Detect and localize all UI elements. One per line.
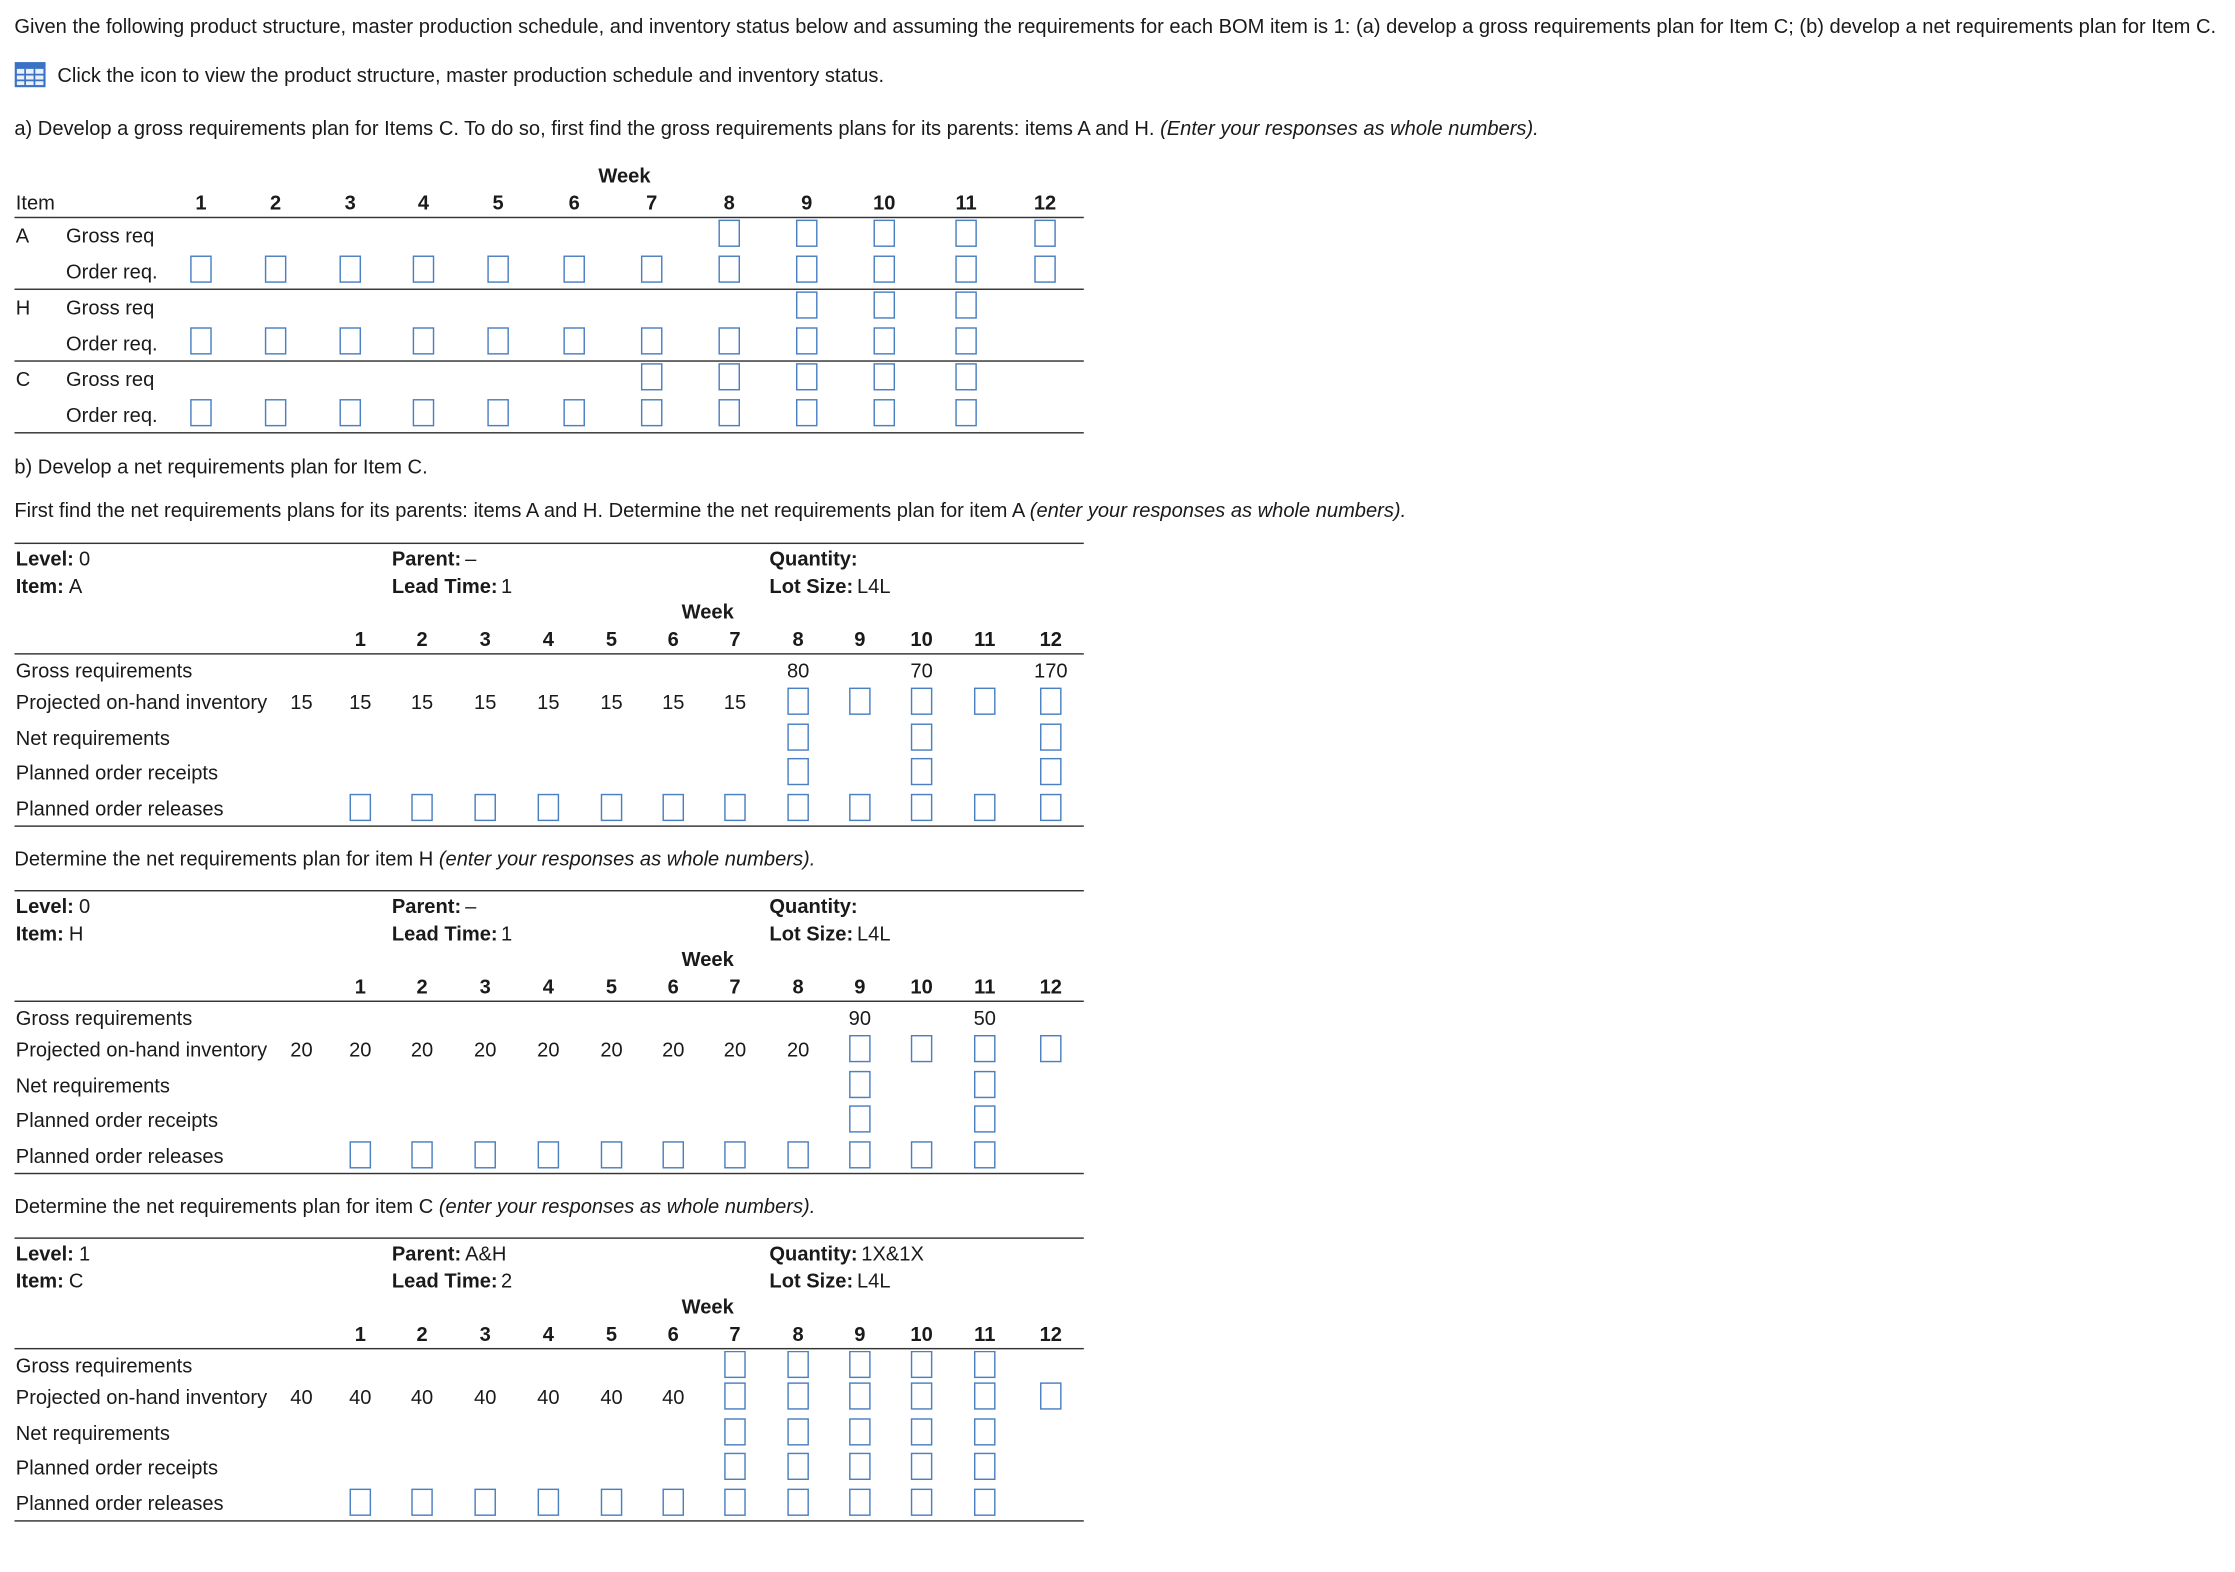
item-code: H xyxy=(15,295,31,319)
releases-box[interactable] xyxy=(538,1489,560,1516)
week-header: 1 xyxy=(354,627,366,651)
lot-size-value: L4L xyxy=(856,1268,891,1292)
answer-box[interactable] xyxy=(265,256,287,283)
onhand-value: 20 xyxy=(349,1037,372,1061)
week-header: 11 xyxy=(955,190,977,214)
answer-box[interactable] xyxy=(796,220,818,247)
parent-value: A&H xyxy=(465,1241,507,1265)
row-label: Planned order receipts xyxy=(15,1455,219,1479)
table-top-rule xyxy=(14,543,1083,544)
onhand-box[interactable] xyxy=(724,1382,746,1409)
item-label: Item: xyxy=(15,921,64,945)
answer-box[interactable] xyxy=(718,399,740,426)
onhand-value: 15 xyxy=(723,690,747,714)
week-header: 1 xyxy=(195,190,207,214)
gross-value: 170 xyxy=(1034,658,1068,682)
answer-box[interactable] xyxy=(563,399,585,426)
week-header: 3 xyxy=(479,974,491,998)
row-label: Projected on-hand inventory xyxy=(15,1037,268,1061)
onhand-value: 20 xyxy=(474,1037,497,1061)
answer-box[interactable] xyxy=(874,327,896,354)
week-header: 3 xyxy=(479,1322,491,1346)
level-value: 1 xyxy=(78,1241,91,1265)
receipts-box[interactable] xyxy=(1040,758,1062,785)
quantity-value: 1X&1X xyxy=(861,1241,924,1265)
answer-box[interactable] xyxy=(874,256,896,283)
week-header: 2 xyxy=(416,627,428,651)
net-box[interactable] xyxy=(1040,723,1062,750)
answer-box[interactable] xyxy=(874,363,896,390)
releases-box[interactable] xyxy=(911,1489,933,1516)
answer-box[interactable] xyxy=(190,256,212,283)
onhand-box[interactable] xyxy=(911,688,933,715)
onhand-box[interactable] xyxy=(974,1035,996,1062)
receipts-box[interactable] xyxy=(911,1453,933,1480)
week-header: 6 xyxy=(667,1322,679,1346)
receipts-box[interactable] xyxy=(974,1105,996,1132)
group-rule xyxy=(14,360,1083,361)
releases-box[interactable] xyxy=(538,1141,560,1168)
releases-box[interactable] xyxy=(787,1489,809,1516)
receipts-box[interactable] xyxy=(724,1453,746,1480)
item-code: A xyxy=(15,223,30,247)
week-header: 2 xyxy=(416,974,428,998)
net-box[interactable] xyxy=(849,1418,871,1445)
item-value: C xyxy=(68,1268,84,1292)
receipts-box[interactable] xyxy=(911,758,933,785)
answer-box[interactable] xyxy=(487,256,509,283)
prompt-a-text: First find the net requirements plans for its parents: items A and H. Determine the net requirements plan for item A xyxy=(14,498,1025,522)
week-header: 5 xyxy=(605,1322,618,1346)
lead-time-label: Lead Time: xyxy=(391,574,498,598)
answer-box[interactable] xyxy=(265,399,287,426)
net-box[interactable] xyxy=(974,1071,996,1098)
item-label: Item: xyxy=(15,574,64,598)
releases-box[interactable] xyxy=(724,1489,746,1516)
row-label: Net requirements xyxy=(15,1073,170,1097)
onhand-box[interactable] xyxy=(849,1382,871,1409)
answer-box[interactable] xyxy=(874,399,896,426)
week-header: 7 xyxy=(729,627,741,651)
table-grid-icon[interactable] xyxy=(14,62,46,88)
prompt-a-note: (enter your responses as whole numbers). xyxy=(1029,498,1407,522)
answer-box[interactable] xyxy=(718,327,740,354)
prompt-c-note: (enter your responses as whole numbers). xyxy=(438,1194,816,1218)
releases-box[interactable] xyxy=(474,1489,496,1516)
item-label: Item: xyxy=(15,1268,64,1292)
week-header: 8 xyxy=(792,1322,804,1346)
part-a-prompt-text: a) Develop a gross requirements plan for Items C. To do so, first find the gross requirements plans for its parents: items A and H. xyxy=(14,116,1155,140)
level-value: 0 xyxy=(78,546,91,570)
answer-box[interactable] xyxy=(641,399,663,426)
part-a-prompt xyxy=(14,116,1538,139)
onhand-initial: 20 xyxy=(290,1037,313,1061)
prompt-h-text: Determine the net requirements plan for item H xyxy=(14,846,434,870)
net-box[interactable] xyxy=(974,1418,996,1445)
week-header: 4 xyxy=(417,190,430,214)
releases-box[interactable] xyxy=(1040,794,1062,821)
onhand-value: 15 xyxy=(410,690,434,714)
answer-box[interactable] xyxy=(796,256,818,283)
onhand-value: 40 xyxy=(537,1385,560,1409)
onhand-value: 40 xyxy=(410,1385,434,1409)
answer-box[interactable] xyxy=(1034,256,1056,283)
row-label: Gross req xyxy=(66,223,155,247)
answer-box[interactable] xyxy=(641,363,663,390)
answer-box[interactable] xyxy=(796,327,818,354)
week-header: 7 xyxy=(729,1322,741,1346)
onhand-value: 15 xyxy=(474,690,497,714)
releases-box[interactable] xyxy=(849,1141,871,1168)
net-box[interactable] xyxy=(787,1418,809,1445)
week-header: 10 xyxy=(910,627,933,651)
week-header: 10 xyxy=(910,974,933,998)
quantity-label: Quantity: xyxy=(769,1241,858,1265)
lot-size-value: L4L xyxy=(856,574,891,598)
week-header: 2 xyxy=(270,190,282,214)
releases-box[interactable] xyxy=(350,1489,372,1516)
week-header: 6 xyxy=(667,974,679,998)
week-label: Week xyxy=(681,1294,734,1318)
week-header: 9 xyxy=(854,627,866,651)
releases-box[interactable] xyxy=(350,1141,372,1168)
releases-box[interactable] xyxy=(911,794,933,821)
gross-box[interactable] xyxy=(974,1351,996,1378)
week-header: 5 xyxy=(492,190,504,214)
answer-box[interactable] xyxy=(796,363,818,390)
answer-box[interactable] xyxy=(955,220,977,247)
lot-size-label: Lot Size: xyxy=(769,921,854,945)
parent-value: – xyxy=(465,546,477,570)
week-header: 6 xyxy=(667,627,679,651)
row-label: Planned order releases xyxy=(15,1144,224,1168)
releases-box[interactable] xyxy=(724,1141,746,1168)
onhand-value: 20 xyxy=(600,1037,623,1061)
onhand-initial: 40 xyxy=(290,1385,313,1409)
net-box[interactable] xyxy=(911,1418,933,1445)
week-header: 3 xyxy=(479,627,491,651)
answer-box[interactable] xyxy=(796,399,818,426)
item-code: C xyxy=(15,367,31,391)
week-header: 12 xyxy=(1033,190,1057,214)
onhand-value: 20 xyxy=(537,1037,560,1061)
onhand-value: 20 xyxy=(723,1037,747,1061)
group-rule xyxy=(14,289,1083,290)
answer-box[interactable] xyxy=(487,327,509,354)
parent-label: Parent: xyxy=(391,546,462,570)
releases-box[interactable] xyxy=(974,1489,996,1516)
lead-time-label: Lead Time: xyxy=(391,921,498,945)
answer-box[interactable] xyxy=(339,256,361,283)
gross-box[interactable] xyxy=(911,1351,933,1378)
onhand-box[interactable] xyxy=(787,1382,809,1409)
week-header: 12 xyxy=(1039,627,1062,651)
releases-box[interactable] xyxy=(974,1141,996,1168)
week-header: 7 xyxy=(646,190,658,214)
answer-box[interactable] xyxy=(1034,220,1056,247)
table-bottom-rule xyxy=(14,1173,1083,1174)
onhand-initial: 15 xyxy=(290,690,313,714)
receipts-box[interactable] xyxy=(849,1105,871,1132)
releases-box[interactable] xyxy=(411,794,433,821)
parent-label: Parent: xyxy=(391,894,462,918)
onhand-value: 40 xyxy=(349,1385,372,1409)
week-header: 4 xyxy=(542,627,554,651)
gross-value: 70 xyxy=(910,658,933,682)
week-header: 12 xyxy=(1039,974,1062,998)
net-box[interactable] xyxy=(724,1418,746,1445)
row-label: Planned order releases xyxy=(15,1491,224,1515)
onhand-box[interactable] xyxy=(974,1382,996,1409)
lot-size-label: Lot Size: xyxy=(769,1268,854,1292)
week-header: 7 xyxy=(729,974,741,998)
week-header: 11 xyxy=(974,974,996,998)
week-label: Week xyxy=(681,600,734,624)
answer-box[interactable] xyxy=(190,399,212,426)
week-header: 4 xyxy=(542,1322,554,1346)
releases-box[interactable] xyxy=(662,794,684,821)
net-box[interactable] xyxy=(849,1071,871,1098)
receipts-box[interactable] xyxy=(974,1453,996,1480)
row-label: Planned order receipts xyxy=(15,760,219,784)
gross-value: 80 xyxy=(786,658,810,682)
lead-time-value: 1 xyxy=(500,921,513,945)
level-label: Level: xyxy=(15,546,74,570)
part-b-heading: b) Develop a net requirements plan for Item C. xyxy=(14,455,428,479)
level-label: Level: xyxy=(15,1241,74,1265)
lead-time-label: Lead Time: xyxy=(391,1268,498,1292)
answer-box[interactable] xyxy=(718,256,740,283)
onhand-value: 20 xyxy=(662,1037,685,1061)
parent-value: – xyxy=(465,894,477,918)
releases-box[interactable] xyxy=(787,794,809,821)
answer-box[interactable] xyxy=(955,399,977,426)
row-label: Order req. xyxy=(66,403,158,427)
week-header: 4 xyxy=(542,974,554,998)
answer-box[interactable] xyxy=(265,327,287,354)
item-header: Item xyxy=(15,190,55,214)
week-header: 11 xyxy=(974,1322,996,1346)
lead-time-value: 1 xyxy=(500,574,513,598)
quantity-label: Quantity: xyxy=(769,894,858,918)
releases-box[interactable] xyxy=(474,794,496,821)
releases-box[interactable] xyxy=(974,794,996,821)
week-header: 5 xyxy=(605,627,618,651)
receipts-box[interactable] xyxy=(787,758,809,785)
week-header: 3 xyxy=(344,190,356,214)
gross-box[interactable] xyxy=(724,1351,746,1378)
answer-box[interactable] xyxy=(487,399,509,426)
row-label: Net requirements xyxy=(15,1421,170,1445)
row-label: Gross requirements xyxy=(15,1006,193,1030)
onhand-box[interactable] xyxy=(1040,688,1062,715)
item-value: A xyxy=(68,574,83,598)
releases-box[interactable] xyxy=(411,1141,433,1168)
answer-box[interactable] xyxy=(718,220,740,247)
answer-box[interactable] xyxy=(339,327,361,354)
answer-box[interactable] xyxy=(955,256,977,283)
week-header: 8 xyxy=(723,190,735,214)
group-rule xyxy=(14,432,1083,433)
item-value: H xyxy=(68,921,84,945)
onhand-box[interactable] xyxy=(849,1035,871,1062)
onhand-box[interactable] xyxy=(911,1382,933,1409)
releases-box[interactable] xyxy=(787,1141,809,1168)
onhand-value: 40 xyxy=(662,1385,685,1409)
week-header: 9 xyxy=(801,190,813,214)
releases-box[interactable] xyxy=(601,794,623,821)
answer-box[interactable] xyxy=(641,256,663,283)
onhand-box[interactable] xyxy=(974,688,996,715)
week-header: 8 xyxy=(792,627,804,651)
row-label: Planned order receipts xyxy=(15,1108,219,1132)
prompt-h-note: (enter your responses as whole numbers). xyxy=(438,846,816,870)
receipts-box[interactable] xyxy=(849,1453,871,1480)
lot-size-value: L4L xyxy=(856,921,891,945)
week-header: 11 xyxy=(974,627,996,651)
onhand-box[interactable] xyxy=(911,1035,933,1062)
part-b-prompt-a xyxy=(14,498,1406,521)
row-label: Projected on-hand inventory xyxy=(15,690,268,714)
onhand-value: 15 xyxy=(349,690,372,714)
row-label: Gross req xyxy=(66,367,155,391)
onhand-value: 40 xyxy=(474,1385,497,1409)
gross-value: 50 xyxy=(973,1006,996,1030)
row-label: Order req. xyxy=(66,259,158,283)
onhand-value: 15 xyxy=(662,690,685,714)
answer-box[interactable] xyxy=(413,399,435,426)
answer-box[interactable] xyxy=(339,399,361,426)
week-header: 6 xyxy=(568,190,580,214)
releases-box[interactable] xyxy=(411,1489,433,1516)
lead-time-value: 2 xyxy=(500,1268,513,1292)
gross-box[interactable] xyxy=(787,1351,809,1378)
header-rule xyxy=(14,217,1083,218)
onhand-value: 15 xyxy=(600,690,623,714)
releases-box[interactable] xyxy=(724,794,746,821)
net-box[interactable] xyxy=(787,723,809,750)
prompt-c-text: Determine the net requirements plan for item C xyxy=(14,1194,434,1218)
part-b-prompt-h xyxy=(14,847,815,870)
part-b-prompt-c xyxy=(14,1194,815,1217)
answer-box[interactable] xyxy=(718,363,740,390)
row-label: Gross requirements xyxy=(15,658,193,682)
header-rule xyxy=(14,1348,1083,1349)
gross-value: 90 xyxy=(848,1006,872,1030)
releases-box[interactable] xyxy=(911,1141,933,1168)
answer-box[interactable] xyxy=(955,363,977,390)
answer-box[interactable] xyxy=(955,327,977,354)
answer-box[interactable] xyxy=(413,256,435,283)
releases-box[interactable] xyxy=(474,1141,496,1168)
level-value: 0 xyxy=(78,894,91,918)
row-label: Net requirements xyxy=(15,726,170,750)
releases-box[interactable] xyxy=(350,794,372,821)
row-label: Planned order releases xyxy=(15,796,224,820)
parent-label: Parent: xyxy=(391,1241,462,1265)
header-rule xyxy=(14,1001,1083,1002)
onhand-value: 40 xyxy=(600,1385,623,1409)
answer-box[interactable] xyxy=(874,220,896,247)
onhand-value: 15 xyxy=(537,690,560,714)
table-bottom-rule xyxy=(14,825,1083,826)
part-a-note: (Enter your responses as whole numbers). xyxy=(1160,116,1539,140)
receipts-box[interactable] xyxy=(787,1453,809,1480)
lot-size-label: Lot Size: xyxy=(769,574,854,598)
onhand-box[interactable] xyxy=(787,688,809,715)
header-rule xyxy=(14,653,1083,654)
answer-box[interactable] xyxy=(955,291,977,318)
week-header: 1 xyxy=(354,1322,366,1346)
row-label: Projected on-hand inventory xyxy=(15,1385,268,1409)
answer-box[interactable] xyxy=(796,291,818,318)
week-header: 2 xyxy=(416,1322,428,1346)
onhand-value: 20 xyxy=(410,1037,434,1061)
onhand-box[interactable] xyxy=(849,688,871,715)
releases-box[interactable] xyxy=(601,1141,623,1168)
answer-box[interactable] xyxy=(641,327,663,354)
week-label: Week xyxy=(681,947,734,971)
table-top-rule xyxy=(14,1237,1083,1238)
week-header: 9 xyxy=(854,1322,866,1346)
answer-box[interactable] xyxy=(413,327,435,354)
onhand-value: 20 xyxy=(786,1037,810,1061)
icon-link-line xyxy=(14,62,884,88)
answer-box[interactable] xyxy=(190,327,212,354)
row-label: Order req. xyxy=(66,331,158,355)
week-header: 5 xyxy=(605,974,618,998)
icon-link-text: Click the icon to view the product structure, master production schedule and inventory status. xyxy=(57,63,885,87)
week-header: 1 xyxy=(354,974,366,998)
onhand-box[interactable] xyxy=(1040,1035,1062,1062)
net-box[interactable] xyxy=(911,723,933,750)
quantity-label: Quantity: xyxy=(769,546,858,570)
releases-box[interactable] xyxy=(849,794,871,821)
answer-box[interactable] xyxy=(563,327,585,354)
week-header: 10 xyxy=(873,190,896,214)
week-header: 12 xyxy=(1039,1322,1062,1346)
releases-box[interactable] xyxy=(849,1489,871,1516)
week-header: 10 xyxy=(910,1322,933,1346)
table-bottom-rule xyxy=(14,1520,1083,1521)
releases-box[interactable] xyxy=(662,1489,684,1516)
table-top-rule xyxy=(14,890,1083,891)
week-label: Week xyxy=(598,163,651,187)
level-label: Level: xyxy=(15,894,74,918)
releases-box[interactable] xyxy=(662,1141,684,1168)
row-label: Gross req xyxy=(66,295,155,319)
week-header: 9 xyxy=(854,974,866,998)
intro-text: Given the following product structure, master production schedule, and inventory status below and assuming the requirements for each BOM item is 1: (a) develop a gross requirements plan for Item C; (b) develop a net requirements plan for Item C. xyxy=(14,14,2217,38)
gross-box[interactable] xyxy=(849,1351,871,1378)
releases-box[interactable] xyxy=(538,794,560,821)
onhand-box[interactable] xyxy=(1040,1382,1062,1409)
row-label: Gross requirements xyxy=(15,1353,193,1377)
answer-box[interactable] xyxy=(563,256,585,283)
week-header: 8 xyxy=(792,974,804,998)
releases-box[interactable] xyxy=(601,1489,623,1516)
answer-box[interactable] xyxy=(874,291,896,318)
